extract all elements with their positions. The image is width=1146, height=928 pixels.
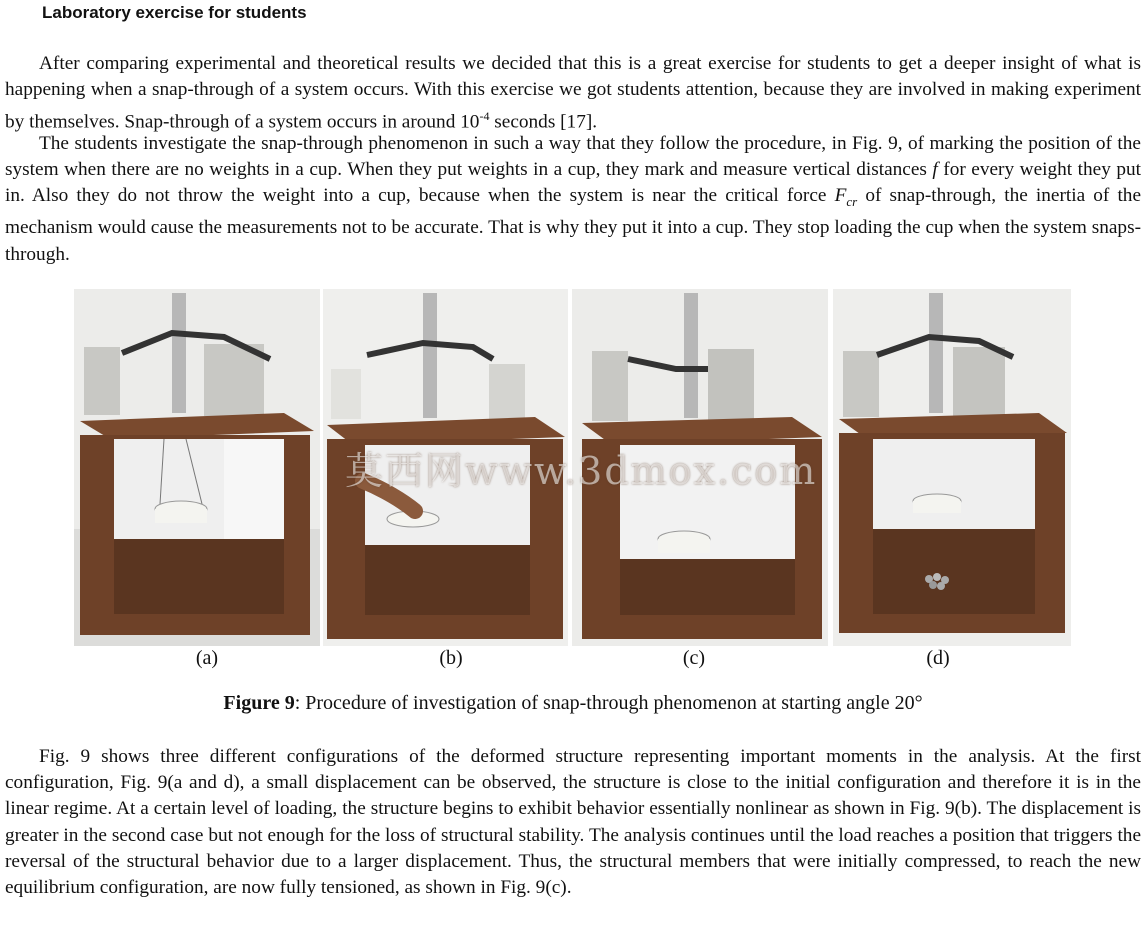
sublabel-c: (c) bbox=[682, 647, 706, 669]
sublabel-d: (d) bbox=[926, 647, 950, 669]
paragraph-intro bbox=[5, 51, 1141, 136]
sublabel-b: (b) bbox=[439, 647, 463, 669]
paragraph-analysis-text: Fig. 9 shows three different configurations of the deformed structure representing important moments in the analysis. At the first configuration, Fig. 9(a and d), a small displacement can be observed, the structure is close to the initial configuration and therefore it is in the linear regime. At a certain level of loading, the structure begins to exhibit behavior essentially nonlinear as shown in Fig. 9(b). The displacement is greater in the second case but not enough for the loss of structural stability. The analysis continues until the load reaches a position that triggers the reversal of the structural behavior due to a larger displacement. Thus, the structural members that were initially compressed, to reach the new equilibrium configuration, are now fully tensioned, as shown in Fig. 9(c). bbox=[5, 746, 1141, 899]
figure-panel-d bbox=[833, 289, 1071, 646]
apparatus-photo-d bbox=[833, 289, 1071, 646]
paragraph-intro-end: seconds [17]. bbox=[489, 111, 598, 133]
paragraph-procedure bbox=[5, 131, 1141, 268]
variable-F: F bbox=[834, 185, 847, 207]
section-heading: Laboratory exercise for students bbox=[42, 3, 307, 22]
watermark-logo: 莫西网www.3dmox.com bbox=[345, 449, 818, 493]
figure-caption-label: Figure 9 bbox=[223, 692, 295, 714]
apparatus-photo-a bbox=[74, 289, 320, 646]
paragraph-procedure-text-a: The students investigate the snap-through phenomenon in such a way that they follow the procedure, in Fig. 9, of marking the position of the system when there are no weights in a cup. When they put weights in a cup, they mark and measure vertical distances bbox=[5, 133, 1141, 181]
variable-F-subscript: cr bbox=[846, 194, 858, 210]
variable-f: f bbox=[932, 159, 938, 181]
sublabel-a: (a) bbox=[195, 647, 219, 669]
paragraph-procedure-text-b: for every weight they put in. Also they do not throw the weight into a cup, because when the system is near the critical force bbox=[5, 159, 1141, 207]
figure-panel-a bbox=[74, 289, 320, 646]
paragraph-analysis bbox=[5, 744, 1141, 901]
figure-caption bbox=[0, 692, 1146, 715]
figure-caption-text: : Procedure of investigation of snap-through phenomenon at starting angle 20° bbox=[294, 692, 923, 714]
exponent: -4 bbox=[479, 109, 490, 124]
paragraph-intro-text: After comparing experimental and theoretical results we decided that this is a great exercise for students to get a deeper insight of what is happening when a snap-through of a system occurs. With this exercise we got students attention, because they are involved in making experiment by themselves. Snap-through of a system occurs in around 10 bbox=[5, 53, 1141, 133]
paragraph-procedure-text-c: of snap-through, the inertia of the mechanism would cause the measurements not to be accurate. That is why they put it into a cup. They stop loading the cup when the system snaps-through. bbox=[5, 185, 1142, 265]
